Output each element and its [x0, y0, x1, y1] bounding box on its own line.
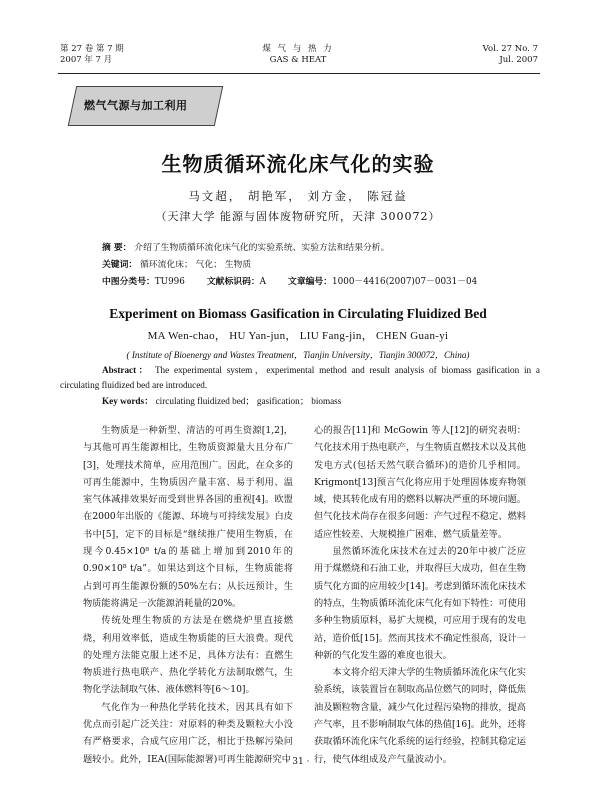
keywords-en — [102, 393, 341, 407]
paper-title-zh: 生物质循环流化床气化的实验 — [161, 152, 435, 176]
keywords-zh — [102, 259, 251, 272]
affiliation-en-text: ( Institute of Bioenergy and Wastes Treatment，Tianjin University，Tianjin 300072，China) — [126, 350, 470, 360]
keywords-en-text: circulating fluidized bed； gasification； biomass — [155, 396, 342, 406]
article-no-value: 1000－4416(2007)07－0031－04 — [332, 277, 478, 287]
body-paragraph: 心的报告[11]和 McGowin 等人[12]的研究表明：气化技术用于热电联产，与生物质直燃技术以及其他发电方式(包括天然气联合循环)的造价几乎相同。Krigmont[13]预言气化将应用于处理固体废弃物领域，使其转化成有用的燃料以解决严重的环境问题。但气化技术尚存在很多问题：产气过程不稳定、燃料适应性较差、大规模推广困难、燃气质量差等。 — [314, 425, 526, 540]
journal-name-zh: 煤 气 与 热 力 — [262, 44, 334, 54]
authors-en: MA Wen-chao， HU Yan-jun， LIU Fang-jin， CHEN Guan-yi — [147, 330, 449, 342]
article-no-label: 文章编号： — [288, 277, 333, 287]
authors-zh: 马文超， 胡艳军， 刘方金， 陈冠益 — [188, 189, 408, 203]
body-paragraph: 传统处理生物质的方法是在燃烧炉里直接燃烧，利用效率低，造成生物质能的巨大浪费。现代的处理方法能克服上述不足，具体方法有：直燃生物质进行热电联产、热化学转化方法制取燃气，生物化学法制取气体、液体燃料等[6～10]。 — [83, 615, 293, 696]
classification-line — [102, 276, 477, 289]
clc-value: TU996 — [154, 277, 185, 287]
affiliation-zh: （天津大学 能源与固体废物研究所，天津 300072） — [155, 210, 441, 223]
column-tag-label: 燃气气源与加工利用 — [84, 99, 188, 112]
volume-issue-en: Vol. 27 No. 7 — [482, 44, 538, 54]
issue-date: 2007 年 7 月 — [60, 55, 113, 65]
paper-title-en: Experiment on Biomass Gasification in Circulating Fluidized Bed — [109, 306, 487, 321]
keywords-zh-label: 关键词： — [102, 260, 138, 270]
abstract-zh-text: 介绍了生物质循环流化床气化的实验系统、实验方法和结果分析。 — [134, 243, 390, 253]
volume-issue: 第 27 卷 第 7 期 — [60, 44, 124, 54]
abstract-en-label: Abstract： — [102, 365, 151, 375]
journal-name-en: GAS & HEAT — [269, 55, 327, 65]
abstract-zh-label: 摘 要： — [102, 243, 132, 253]
abstract-zh — [102, 242, 389, 255]
affiliation-en — [0, 347, 596, 361]
keywords-zh-text: 循环流化床； 气化； 生物质 — [140, 260, 252, 270]
body-paragraph: 本文将介绍天津大学的生物质循环流化床气化实验系统，该装置旨在制取高品位燃气的同时，降低焦油及颗粒物含量，减少气化过程污染物的排放，提高产气率，且不影响制取气体的热值[16]。此外，还将获取循环流化床气化系统的运行经验，控制其稳定运行，使气体组成及产气量波动小。 — [314, 667, 526, 765]
clc-label: 中图分类号： — [102, 277, 155, 287]
body-paragraph: 虽然循环流化床技术在过去的20年中被广泛应用于煤燃烧和石油工业，并取得巨大成功，但在生物质气化方面的应用较少[14]。考虑到循环流化床技术的特点，生物质循环流化床气化有如下特性：可使用多种生物质原料，易扩大规模，可应用于现有的发电站，造价低[15]。然而其技术不确定性很高，设计一种新的气化发生器的难度也很大。 — [314, 546, 526, 661]
issue-date-en: Jul. 2007 — [499, 55, 538, 65]
running-header-right — [483, 44, 538, 66]
abstract-en — [60, 363, 540, 393]
body-column-right — [314, 422, 526, 768]
body-column-left — [83, 422, 293, 768]
body-paragraph: 生物质是一种新型、清洁的可再生资源[1,2]，与其他可再生能源相比，生物质资源量大且分布广[3]，处理技术简单，应用范围广。因此，在众多的可再生能源中，生物质因产量丰富、易于利用、温室气体减排效果好而受到世界各国的重视[4]。欧盟在2000年出版的《能源、环境与可持续发展》白皮书中[5]，定下的目标是“继续推广使用生物质，在现今0.45×10⁸ t/a的基础上增加到2010年的0.90×10⁸ t/a”。如果达到这个目标，生物质能将占到可再生能源份额的50%左右；从长远预计，生物质能将满足一次能源消耗量的20%。 — [83, 425, 293, 609]
abstract-en-text: The experimental system，experimental method and result analysis of biomass gasification in a circulating fluidized bed are introduced. — [60, 365, 540, 390]
doc-code-value: A — [259, 277, 267, 287]
keywords-en-label: Key words： — [102, 396, 154, 406]
page-number: · 31 · — [286, 757, 310, 767]
doc-code-label: 文献标识码： — [206, 277, 260, 287]
body-paragraph: 气化作为一种热化学转化技术，因其具有如下优点而引起广泛关注：对原料的种类及颗粒大小没有严格要求，合成气应用广泛，相比于热解污染问题较小。此外，IEA(国际能源署)可再生能源研究中 — [83, 701, 293, 765]
header-rule — [58, 73, 540, 74]
